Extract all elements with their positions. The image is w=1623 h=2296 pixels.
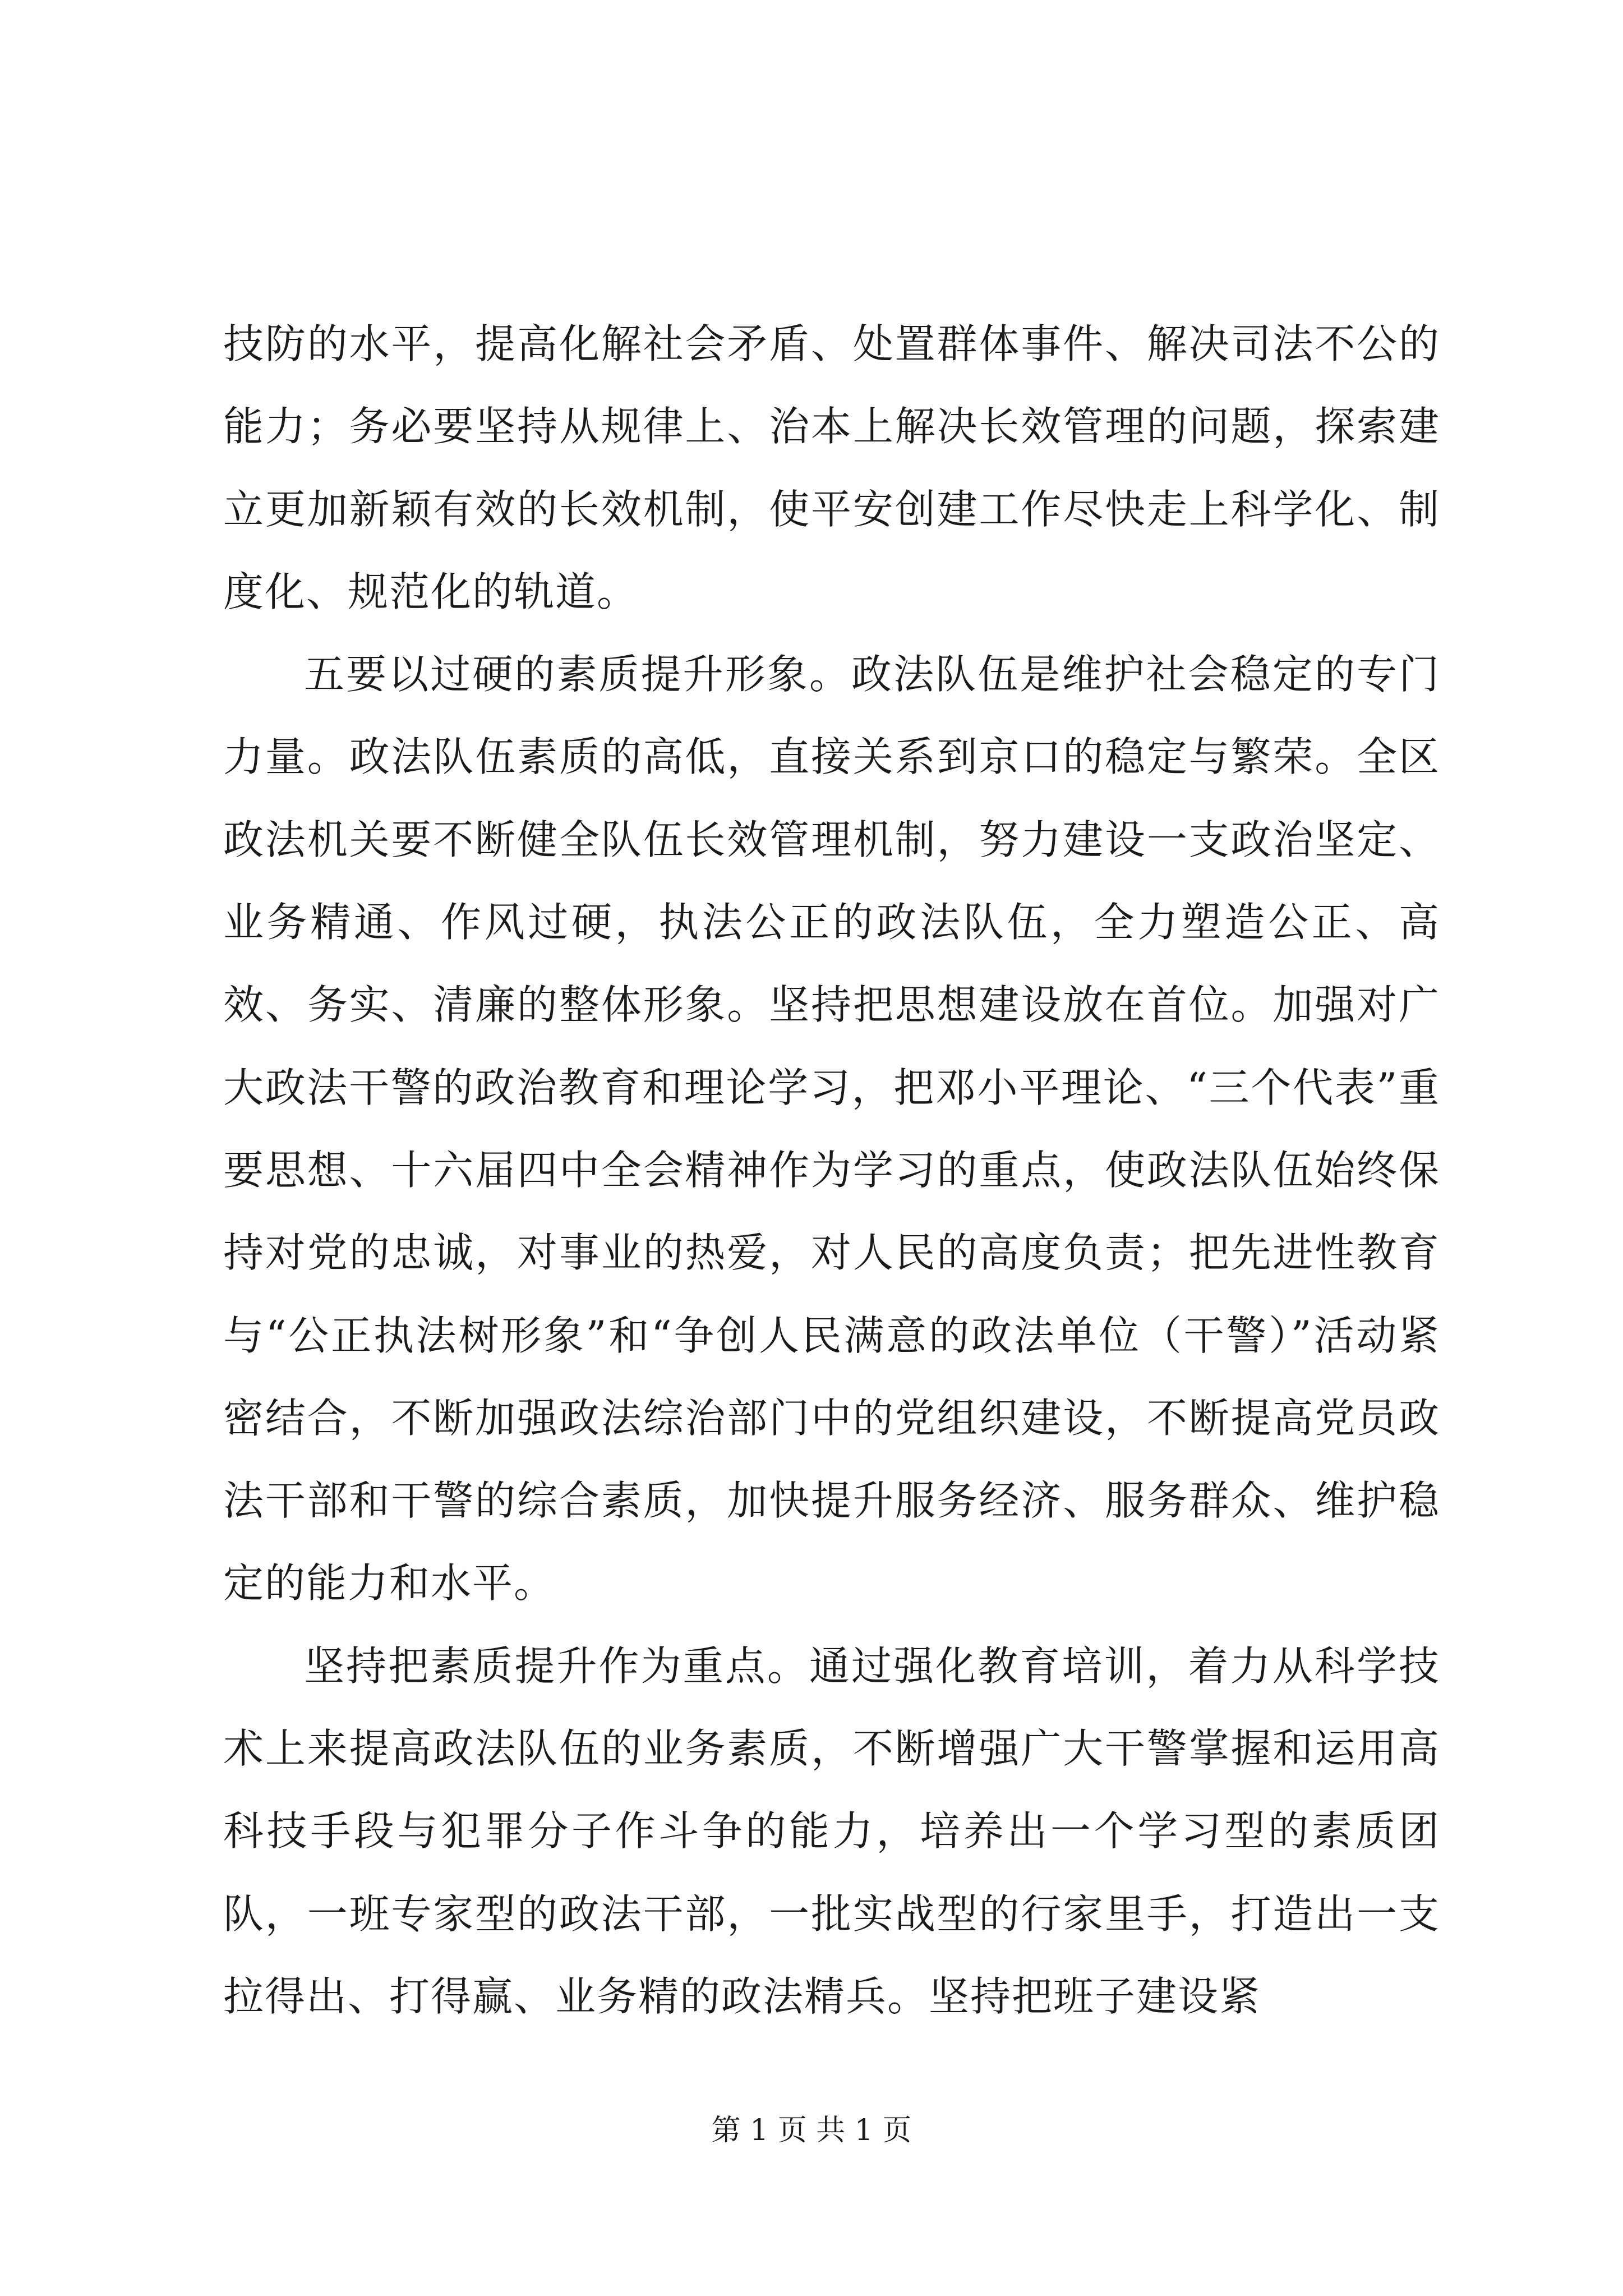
document-body bbox=[223, 303, 1440, 2038]
page-footer: 第 1 页 共 1 页 bbox=[711, 2114, 912, 2147]
paragraph-2: 五要以过硬的素质提升形象。政法队伍是维护社会稳定的专门力量。政法队伍素质的高低，直接关系到京口的稳定与繁荣。全区政法机关要不断健全队伍长效管理机制，努力建设一支政治坚定、业务精通、作风过硬，执法公正的政法队伍，全力塑造公正、高效、务实、清廉的整体形象。坚持把思想建设放在首位。加强对广大政法干警的政治教育和理论学习，把邓小平理论、“三个代表”重要思想、十六届四中全会精神作为学习的重点，使政法队伍始终保持对党的忠诚，对事业的热爱，对人民的高度负责；把先进性教育与“公正执法树形象”和“争创人民满意的政法单位（干警）”活动紧密结合，不断加强政法综治部门中的党组织建设，不断提高党员政法干部和干警的综合素质，加快提升服务经济、服务群众、维护稳定的能力和水平。 bbox=[223, 651, 1440, 1607]
paragraph-3: 坚持把素质提升作为重点。通过强化教育培训，着力从科学技术上来提高政法队伍的业务素质，不断增强广大干警掌握和运用高科技手段与犯罪分子作斗争的能力，培养出一个学习型的素质团队，一班专家型的政法干部，一批实战型的行家里手，打造出一支拉得出、打得赢、业务精的政法精兵。坚持把班子建设紧 bbox=[223, 1642, 1440, 2020]
paragraph-1: 技防的水平，提高化解社会矛盾、处置群体事件、解决司法不公的能力；务必要坚持从规律上、治本上解决长效管理的问题，探索建立更加新颖有效的长效机制，使平安创建工作尽快走上科学化、制度化、规范化的轨道。 bbox=[223, 320, 1440, 615]
